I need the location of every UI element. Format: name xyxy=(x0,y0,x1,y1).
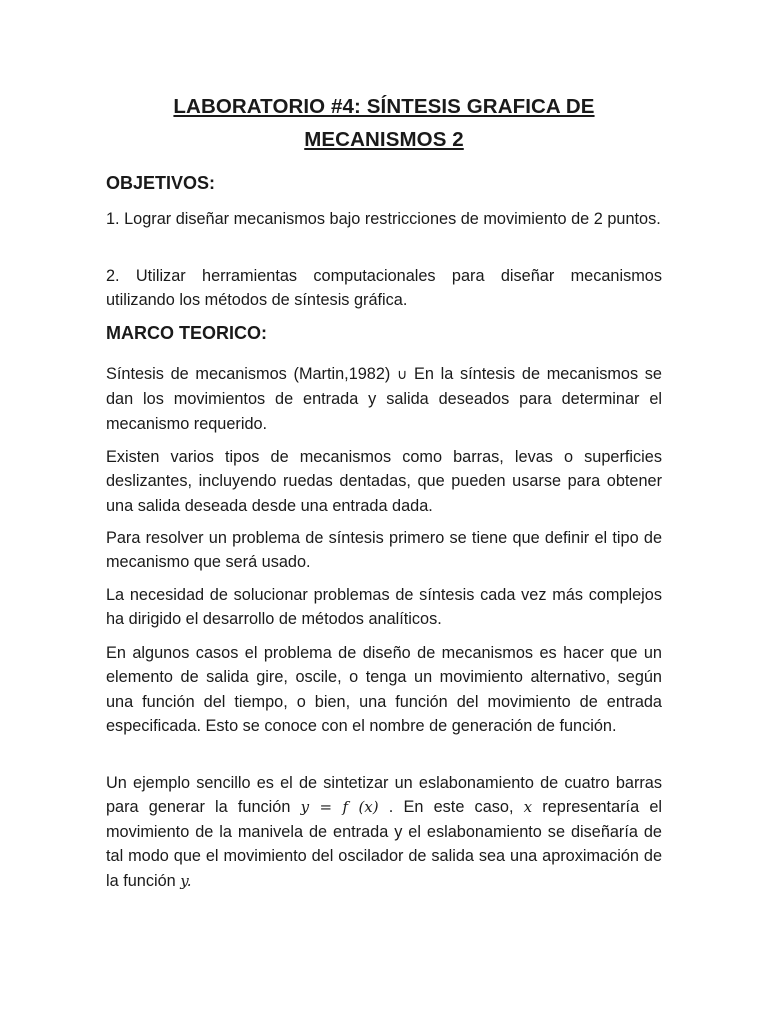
paragraph-necesidad: La necesidad de solucionar problemas de síntesis cada vez más complejos ha dirigido el desarrollo de métodos analíticos. xyxy=(106,586,662,629)
paragraph-tipos-mecanismos: Existen varios tipos de mecanismos como barras, levas o superficies deslizantes, incluyendo ruedas dentadas, que pueden usarse para obtener una salida deseada desde una entrada dada. xyxy=(106,448,662,515)
paragraph-ejemplo-text-2: . En este caso, xyxy=(378,798,524,817)
objetivo-1: 1. Lograr diseñar mecanismos bajo restricciones de movimiento de 2 puntos. xyxy=(106,210,661,228)
paragraph-resolver-problema: Para resolver un problema de síntesis primero se tiene que definir el tipo de mecanismo que será usado. xyxy=(106,529,662,572)
paragraph-sintesis xyxy=(106,362,662,436)
paragraph-sintesis-start: Síntesis de mecanismos (Martin,1982) xyxy=(106,365,398,383)
union-symbol: ∪ xyxy=(397,367,408,383)
paragraph-generacion-funcion: En algunos casos el problema de diseño de mecanismos es hacer que un elemento de salida gire, oscile, o tenga un movimiento alternativo, según una función del tiempo, o bien, una función del movimiento de entrada especificada. Esto se conoce con el nombre de generación de función. xyxy=(106,644,662,736)
paragraph-ejemplo xyxy=(106,771,662,893)
paragraph-ejemplo-text-3: representaría el movimiento de la manivela de entrada y el eslabonamiento se diseñaría de tal modo que el movimiento del oscilador de salida sea una aproximación de la función xyxy=(106,798,662,890)
paragraph-ejemplo-text-1: Un ejemplo sencillo es el de sintetizar un eslabonamiento de cuatro barras para generar la función xyxy=(106,774,662,817)
objetivos-heading: OBJETIVOS: xyxy=(106,173,216,193)
math-variable-y: y. xyxy=(180,871,192,890)
math-variable-x: x xyxy=(523,798,533,817)
document-title xyxy=(150,90,618,156)
marco-teorico-heading: MARCO TEORICO: xyxy=(106,323,267,343)
title-line-1: LABORATORIO #4: SÍNTESIS GRAFICA DE xyxy=(173,95,595,118)
objetivo-2: 2. Utilizar herramientas computacionales para diseñar mecanismos utilizando los métodos de síntesis gráfica. xyxy=(106,267,662,310)
paragraph-sintesis-end: En la síntesis de mecanismos se dan los movimientos de entrada y salida deseados para determinar el mecanismo requerido. xyxy=(106,365,662,433)
math-function-expression: y = f (x) xyxy=(300,798,379,817)
title-line-2: MECANISMOS 2 xyxy=(304,128,464,151)
